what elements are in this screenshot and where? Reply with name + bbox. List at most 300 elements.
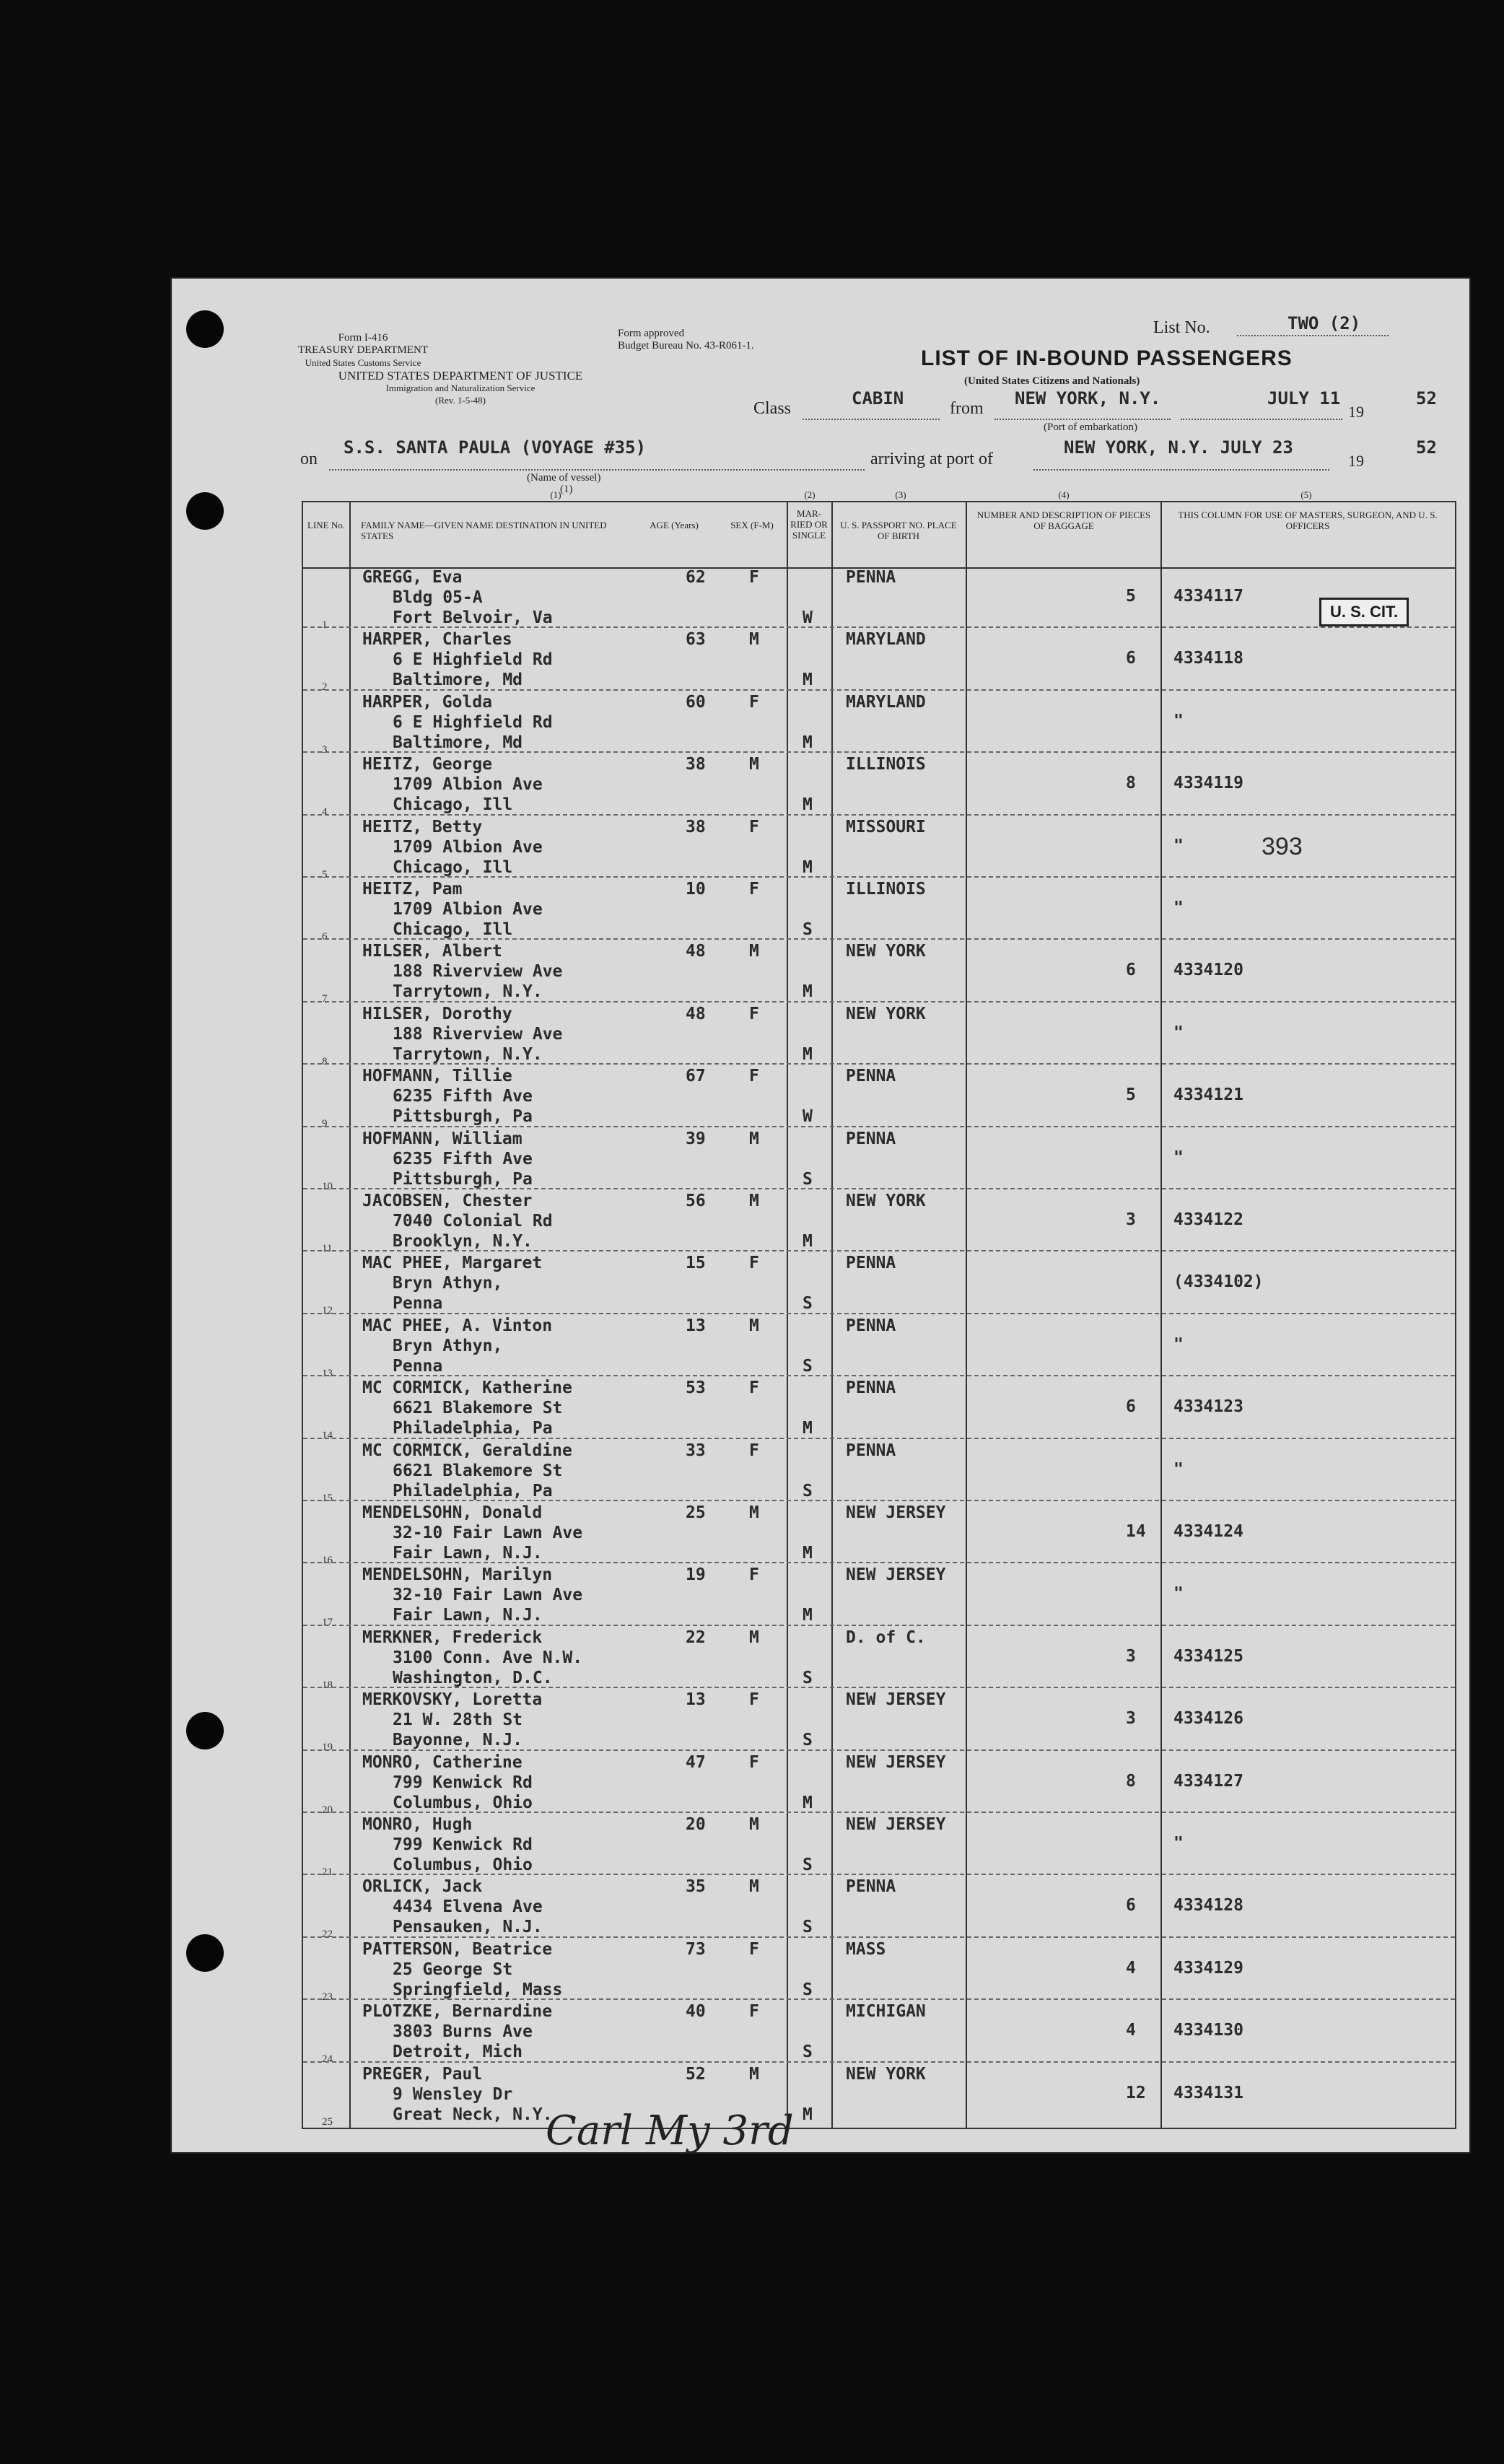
place-of-birth: MARYLAND (846, 692, 926, 712)
officer-signature: Carl My 3rd (546, 2107, 794, 2154)
header-officers: THIS COLUMN FOR USE OF MASTERS, SURGEON, AND U. S. OFFICERS (1178, 510, 1438, 531)
passenger-street: 32-10 Fair Lawn Ave (393, 1586, 583, 1605)
marital-status: S (803, 1918, 813, 1937)
passenger-name: ORLICK, Jack (362, 1877, 483, 1897)
passenger-street: 799 Kenwick Rd (393, 1773, 533, 1792)
place-of-birth: NEW JERSEY (846, 1503, 946, 1522)
passenger-age: 40 (686, 2002, 706, 2022)
passenger-street: 4434 Elvena Ave (393, 1897, 543, 1917)
line-number: 22 (322, 1928, 333, 1941)
officer-entry: 4334129 (1173, 1958, 1243, 1978)
passenger-name: MC CORMICK, Geraldine (362, 1441, 572, 1460)
passenger-city: Columbus, Ohio (393, 1856, 533, 1874)
passenger-name: MC CORMICK, Katherine (362, 1379, 572, 1398)
line-number: 8 (322, 1055, 328, 1067)
line-number: 24 (322, 2053, 333, 2066)
passenger-sex: M (749, 1129, 759, 1148)
baggage-count: 8 (1126, 774, 1136, 793)
line-number: 3 (322, 743, 328, 756)
passenger-name: HOFMANN, Tillie (362, 1067, 512, 1086)
row-divider (303, 1500, 1455, 1501)
passenger-sex: F (749, 2002, 759, 2022)
passenger-name: HEITZ, Betty (362, 817, 483, 836)
passenger-sex: M (749, 630, 759, 650)
header-num-2: (2) (804, 489, 816, 500)
passenger-street: 21 W. 28th St (393, 1711, 523, 1730)
passenger-sex: F (749, 1690, 759, 1710)
marital-status: S (803, 1169, 813, 1189)
marital-status: S (803, 920, 813, 939)
marital-status: S (803, 1668, 813, 1687)
marital-status: M (803, 1232, 813, 1251)
row-divider (303, 1812, 1455, 1813)
officer-entry: 4334130 (1173, 2021, 1243, 2040)
place-of-birth: PENNA (846, 1254, 896, 1273)
line-number: 1 (322, 619, 328, 631)
row-divider (303, 1438, 1455, 1439)
officer-entry: " (1173, 1584, 1184, 1604)
place-of-birth: NEW YORK (846, 1192, 926, 1210)
row-divider (303, 1250, 1455, 1251)
passenger-table (302, 489, 1456, 2129)
header-num-5: (5) (1300, 489, 1312, 500)
passenger-sex: F (749, 1254, 759, 1273)
place-of-birth: D. of C. (846, 1628, 926, 1647)
passenger-city: Fort Belvoir, Va (393, 608, 553, 627)
line-number: 12 (322, 1305, 333, 1317)
marital-status: S (803, 1481, 813, 1500)
punch-hole (186, 1934, 224, 1972)
passenger-sex: F (749, 692, 759, 712)
passenger-city: Tarrytown, N.Y. (393, 982, 543, 1002)
passenger-city: Chicago, Ill (393, 920, 513, 939)
line-number: 13 (322, 1367, 333, 1379)
row-divider (303, 1001, 1455, 1002)
passenger-street: 7040 Colonial Rd (393, 1212, 553, 1231)
page-subtitle: (United States Citizens and Nationals) (964, 375, 1140, 387)
revision: (Rev. 1-5-48) (435, 395, 486, 406)
on-label: on (300, 450, 318, 468)
passenger-sex: F (749, 817, 759, 836)
passenger-city: Philadelphia, Pa (393, 1419, 553, 1438)
baggage-count: 5 (1126, 587, 1136, 606)
passenger-sex: F (749, 1004, 759, 1023)
baggage-count: 6 (1126, 1397, 1136, 1417)
place-of-birth: PENNA (846, 1379, 896, 1398)
arrival-port: NEW YORK, N.Y. JULY 23 (1064, 437, 1293, 458)
passenger-city: Chicago, Ill (393, 857, 513, 877)
passenger-name: MENDELSOHN, Donald (362, 1503, 543, 1522)
passenger-age: 13 (686, 1690, 706, 1710)
customs-service: United States Customs Service (305, 357, 421, 368)
from-year: 52 (1416, 388, 1437, 409)
row-divider (303, 2061, 1455, 2063)
page-title: LIST OF IN-BOUND PASSENGERS (921, 346, 1293, 370)
passenger-age: 15 (686, 1254, 706, 1273)
baggage-count: 4 (1126, 1958, 1136, 1978)
passenger-sex: F (749, 1752, 759, 1772)
passenger-age: 39 (686, 1129, 706, 1148)
row-divider (303, 1749, 1455, 1751)
passenger-street: 799 Kenwick Rd (393, 1835, 533, 1854)
passenger-name: HILSER, Albert (362, 942, 502, 961)
place-of-birth: NEW YORK (846, 942, 926, 961)
line-number: 11 (322, 1243, 333, 1254)
marital-status: M (803, 1606, 813, 1625)
passenger-age: 33 (686, 1441, 706, 1460)
passenger-street: 32-10 Fair Lawn Ave (393, 1524, 583, 1542)
passenger-age: 35 (686, 1877, 706, 1897)
officer-entry: 4334118 (1173, 649, 1243, 668)
baggage-count: 6 (1126, 649, 1136, 668)
passenger-age: 48 (686, 1004, 706, 1023)
line-number: 16 (322, 1555, 333, 1566)
from-label: from (950, 399, 984, 418)
officer-entry: " (1173, 1334, 1184, 1354)
passenger-city: Baltimore, Md (393, 670, 523, 690)
form-approved: Form approved (618, 328, 685, 339)
marital-status: M (803, 982, 813, 1002)
place-of-birth: NEW YORK (846, 2064, 926, 2084)
passenger-street: Bryn Athyn, (393, 1274, 503, 1293)
passenger-city: Penna (393, 1356, 443, 1376)
place-of-birth: ILLINOIS (846, 755, 926, 774)
marital-status: M (803, 733, 813, 752)
passenger-city: Brooklyn, N.Y. (393, 1232, 533, 1251)
passenger-age: 56 (686, 1192, 706, 1210)
line-number: 7 (322, 993, 328, 1005)
line-number: 10 (322, 1180, 333, 1192)
row-divider (303, 814, 1455, 816)
passenger-street: 6621 Blakemore St (393, 1399, 563, 1418)
header-num-1: (1) (550, 489, 561, 500)
place-of-birth: MICHIGAN (846, 2002, 926, 2022)
baggage-count: 12 (1126, 2083, 1146, 2102)
officer-entry: 4334119 (1173, 774, 1243, 793)
list-label: List No. (1153, 318, 1210, 337)
passenger-sex: M (749, 1192, 759, 1210)
place-of-birth: ILLINOIS (846, 880, 926, 899)
approval-block (618, 328, 754, 352)
passenger-age: 22 (686, 1628, 706, 1647)
passenger-street: 6621 Blakemore St (393, 1461, 563, 1480)
form-number: Form I-416 (338, 332, 388, 344)
officer-entry: 4334120 (1173, 961, 1243, 980)
line-number: 19 (322, 1742, 333, 1754)
passenger-name: JACOBSEN, Chester (362, 1192, 533, 1210)
passenger-city: Springfield, Mass (393, 1980, 563, 1999)
officer-entry: " (1173, 1148, 1184, 1167)
officer-entry: 4334121 (1173, 1085, 1243, 1105)
class-label: Class (753, 399, 792, 418)
class-value: CABIN (852, 388, 904, 409)
passenger-age: 53 (686, 1379, 706, 1398)
marital-status: S (803, 1980, 813, 1999)
punch-hole (186, 492, 224, 530)
arrival-year: 52 (1416, 437, 1437, 458)
passenger-city: Pittsburgh, Pa (393, 1169, 533, 1189)
place-of-birth: PENNA (846, 1067, 896, 1086)
row-divider (303, 1063, 1455, 1065)
officer-entry: " (1173, 1459, 1184, 1479)
officer-entry: " (1173, 1023, 1184, 1042)
header-sex: SEX (F-M) (730, 520, 774, 530)
passenger-city: Pittsburgh, Pa (393, 1107, 533, 1127)
justice-block (302, 370, 619, 406)
passenger-street: Bryn Athyn, (393, 1336, 503, 1355)
place-of-birth: NEW JERSEY (846, 1565, 946, 1585)
marital-status: M (803, 1544, 813, 1563)
marital-status: S (803, 1294, 813, 1314)
passenger-street: Bldg 05-A (393, 588, 483, 607)
line-number: 17 (322, 1617, 333, 1629)
passenger-name: HOFMANN, William (362, 1129, 523, 1148)
vessel-name: S.S. SANTA PAULA (VOYAGE #35) (344, 437, 647, 458)
place-of-birth: MASS (846, 1939, 886, 1959)
row-divider (303, 1313, 1455, 1314)
passenger-age: 13 (686, 1316, 706, 1335)
manifest-sheet (170, 277, 1471, 2154)
passenger-street: 3803 Burns Ave (393, 2022, 533, 2042)
header-married: MAR-RIED OR SINGLE (790, 508, 828, 541)
passenger-street: 6235 Fifth Ave (393, 1149, 533, 1168)
passenger-street: 1709 Albion Ave (393, 837, 543, 857)
passenger-age: 62 (686, 568, 706, 587)
header-baggage: NUMBER AND DESCRIPTION OF PIECES OF BAGGAGE (976, 510, 1151, 531)
passenger-name: HEITZ, Pam (362, 880, 463, 899)
passenger-name: PLOTZKE, Bernardine (362, 2002, 553, 2022)
passenger-name: PATTERSON, Beatrice (362, 1939, 553, 1959)
row-divider (303, 1874, 1455, 1875)
passenger-name: HARPER, Golda (362, 692, 493, 712)
row-divider (303, 689, 1455, 691)
passenger-name: MENDELSOHN, Marilyn (362, 1565, 553, 1585)
officer-entry: (4334102) (1173, 1272, 1264, 1292)
header-name: FAMILY NAME—GIVEN NAME DESTINATION IN UNITED STATES (361, 520, 607, 541)
row-divider (303, 1562, 1455, 1563)
marital-status: M (803, 1044, 813, 1064)
officer-entry: " (1173, 1834, 1184, 1853)
passenger-age: 25 (686, 1503, 706, 1522)
row-divider (303, 1188, 1455, 1189)
line-number: 6 (322, 931, 328, 943)
passenger-age: 67 (686, 1067, 706, 1086)
passenger-sex: F (749, 1379, 759, 1398)
row-divider (303, 938, 1455, 940)
passenger-name: MAC PHEE, A. Vinton (362, 1316, 553, 1335)
officer-entry: 4334122 (1173, 1210, 1243, 1229)
line-number: 14 (322, 1430, 333, 1442)
passenger-city: Fair Lawn, N.J. (393, 1606, 543, 1625)
place-of-birth: PENNA (846, 1441, 896, 1460)
officer-entry: " (1173, 899, 1184, 917)
officer-entry: " (1173, 836, 1184, 855)
passenger-city: Great Neck, N.Y. (393, 2105, 553, 2124)
baggage-count: 6 (1126, 1896, 1136, 1915)
place-of-birth: PENNA (846, 568, 896, 587)
passenger-city: Washington, D.C. (393, 1668, 553, 1687)
passenger-sex: F (749, 1441, 759, 1460)
passenger-city: Bayonne, N.J. (393, 1731, 523, 1750)
marital-status: M (803, 1419, 813, 1438)
passenger-name: PREGER, Paul (362, 2064, 483, 2084)
marital-status: M (803, 2105, 813, 2124)
place-of-birth: MARYLAND (846, 630, 926, 650)
passenger-age: 73 (686, 1939, 706, 1959)
passenger-name: MERKNER, Frederick (362, 1628, 543, 1647)
from-century: 19 (1348, 403, 1364, 421)
passenger-sex: M (749, 2064, 759, 2084)
row-divider (303, 1687, 1455, 1688)
passenger-age: 52 (686, 2064, 706, 2084)
row-divider (303, 1998, 1455, 2000)
passenger-name: GREGG, Eva (362, 568, 463, 587)
officer-entry: 4334131 (1173, 2083, 1243, 2102)
officer-entry: " (1173, 711, 1184, 730)
line-number: 4 (322, 806, 328, 818)
treasury-dept: TREASURY DEPARTMENT (297, 344, 429, 356)
passenger-city: Baltimore, Md (393, 733, 523, 752)
passenger-street: 188 Riverview Ave (393, 1024, 563, 1044)
passenger-city: Tarrytown, N.Y. (393, 1044, 543, 1064)
place-of-birth: MISSOURI (846, 817, 926, 836)
marital-status: S (803, 1356, 813, 1376)
marital-status: M (803, 857, 813, 877)
passenger-age: 48 (686, 942, 706, 961)
punch-hole (186, 1712, 224, 1749)
vessel-number: (1) (560, 484, 573, 495)
header-passport: U. S. PASSPORT NO. PLACE OF BIRTH (840, 520, 957, 541)
passenger-sex: F (749, 880, 759, 899)
row-divider (303, 626, 1455, 628)
line-number: 18 (322, 1679, 333, 1691)
header-num-3: (3) (895, 489, 906, 500)
officer-entry: 4334128 (1173, 1896, 1243, 1915)
form-header (273, 332, 453, 369)
from-port: NEW YORK, N.Y. (1015, 388, 1161, 409)
place-of-birth: PENNA (846, 1129, 896, 1148)
ins-service: Immigration and Naturalization Service (385, 383, 535, 393)
baggage-count: 6 (1126, 961, 1136, 980)
passenger-name: MERKOVSKY, Loretta (362, 1690, 543, 1710)
passenger-street: 188 Riverview Ave (393, 962, 563, 982)
marital-status: M (803, 1793, 813, 1812)
place-of-birth: NEW JERSEY (846, 1752, 946, 1772)
officer-entry: 4334126 (1173, 1709, 1243, 1729)
officer-entry: 4334117 (1173, 587, 1243, 606)
marital-status: W (803, 1107, 813, 1127)
place-of-birth: NEW JERSEY (846, 1690, 946, 1710)
passenger-sex: F (749, 1939, 759, 1959)
us-citizen-stamp: U. S. CIT. (1319, 598, 1409, 626)
place-of-birth: NEW JERSEY (846, 1815, 946, 1834)
baggage-count: 4 (1126, 2021, 1136, 2040)
passenger-sex: M (749, 1503, 759, 1522)
passenger-name: HILSER, Dorothy (362, 1004, 512, 1023)
marital-status: M (803, 670, 813, 690)
passenger-sex: M (749, 755, 759, 774)
passenger-age: 10 (686, 880, 706, 899)
passenger-city: Penna (393, 1294, 443, 1314)
embarkation-caption: (Port of embarkation) (1044, 421, 1137, 433)
marital-status: W (803, 608, 813, 627)
row-divider (303, 1375, 1455, 1376)
line-number: 20 (322, 1804, 333, 1816)
arrival-century: 19 (1348, 452, 1364, 470)
baggage-count: 14 (1126, 1522, 1146, 1541)
header-num-4: (4) (1058, 489, 1070, 500)
passenger-street: 1709 Albion Ave (393, 775, 543, 795)
marital-status: S (803, 2043, 813, 2062)
passenger-city: Columbus, Ohio (393, 1793, 533, 1812)
place-of-birth: PENNA (846, 1316, 896, 1335)
baggage-count: 3 (1126, 1210, 1136, 1229)
list-number: TWO (2) (1287, 313, 1361, 333)
passenger-sex: M (749, 942, 759, 961)
place-of-birth: PENNA (846, 1877, 896, 1897)
passenger-street: 1709 Albion Ave (393, 900, 543, 919)
passenger-sex: F (749, 568, 759, 587)
passenger-city: Detroit, Mich (393, 2043, 523, 2062)
passenger-city: Chicago, Ill (393, 795, 513, 815)
passenger-age: 60 (686, 692, 706, 712)
marital-status: M (803, 795, 813, 815)
passenger-street: 6 E Highfield Rd (393, 712, 553, 732)
passenger-age: 47 (686, 1752, 706, 1772)
passenger-sex: M (749, 1316, 759, 1335)
passenger-street: 25 George St (393, 1960, 513, 1979)
punch-hole (186, 310, 224, 348)
passenger-street: 9 Wensley Dr (393, 2084, 513, 2104)
passenger-sex: M (749, 1628, 759, 1647)
page-mark: 393 (1262, 833, 1303, 860)
officer-entry: 4334125 (1173, 1646, 1243, 1666)
officer-entry: 4334127 (1173, 1771, 1243, 1791)
passenger-sex: M (749, 1815, 759, 1834)
officer-entry: 4334123 (1173, 1397, 1243, 1417)
baggage-count: 3 (1126, 1709, 1136, 1729)
passenger-city: Pensauken, N.J. (393, 1918, 543, 1937)
line-number: 15 (322, 1492, 333, 1504)
passenger-name: HARPER, Charles (362, 630, 512, 650)
header-age: AGE (Years) (650, 520, 699, 530)
vessel-caption: (Name of vessel) (527, 472, 601, 484)
row-divider (303, 1936, 1455, 1938)
passenger-name: MONRO, Catherine (362, 1752, 523, 1772)
passenger-age: 19 (686, 1565, 706, 1585)
officer-entry: 4334124 (1173, 1522, 1243, 1541)
baggage-count: 5 (1126, 1085, 1136, 1105)
row-divider (303, 1625, 1455, 1626)
row-divider (303, 876, 1455, 878)
passenger-name: HEITZ, George (362, 755, 493, 774)
row-divider (303, 1126, 1455, 1127)
passenger-sex: M (749, 1877, 759, 1897)
passenger-sex: F (749, 1067, 759, 1086)
passenger-street: 6235 Fifth Ave (393, 1087, 533, 1106)
passenger-age: 63 (686, 630, 706, 650)
passenger-age: 20 (686, 1815, 706, 1834)
marital-status: S (803, 1856, 813, 1874)
line-number: 9 (322, 1118, 328, 1130)
justice-dept: UNITED STATES DEPARTMENT OF JUSTICE (338, 369, 583, 383)
line-number: 23 (322, 1991, 333, 2003)
header-line: LINE No. (307, 520, 345, 530)
passenger-age: 38 (686, 817, 706, 836)
line-number: 21 (322, 1866, 333, 1878)
arriving-label: arriving at port of (870, 450, 993, 468)
passenger-name: MONRO, Hugh (362, 1815, 473, 1834)
